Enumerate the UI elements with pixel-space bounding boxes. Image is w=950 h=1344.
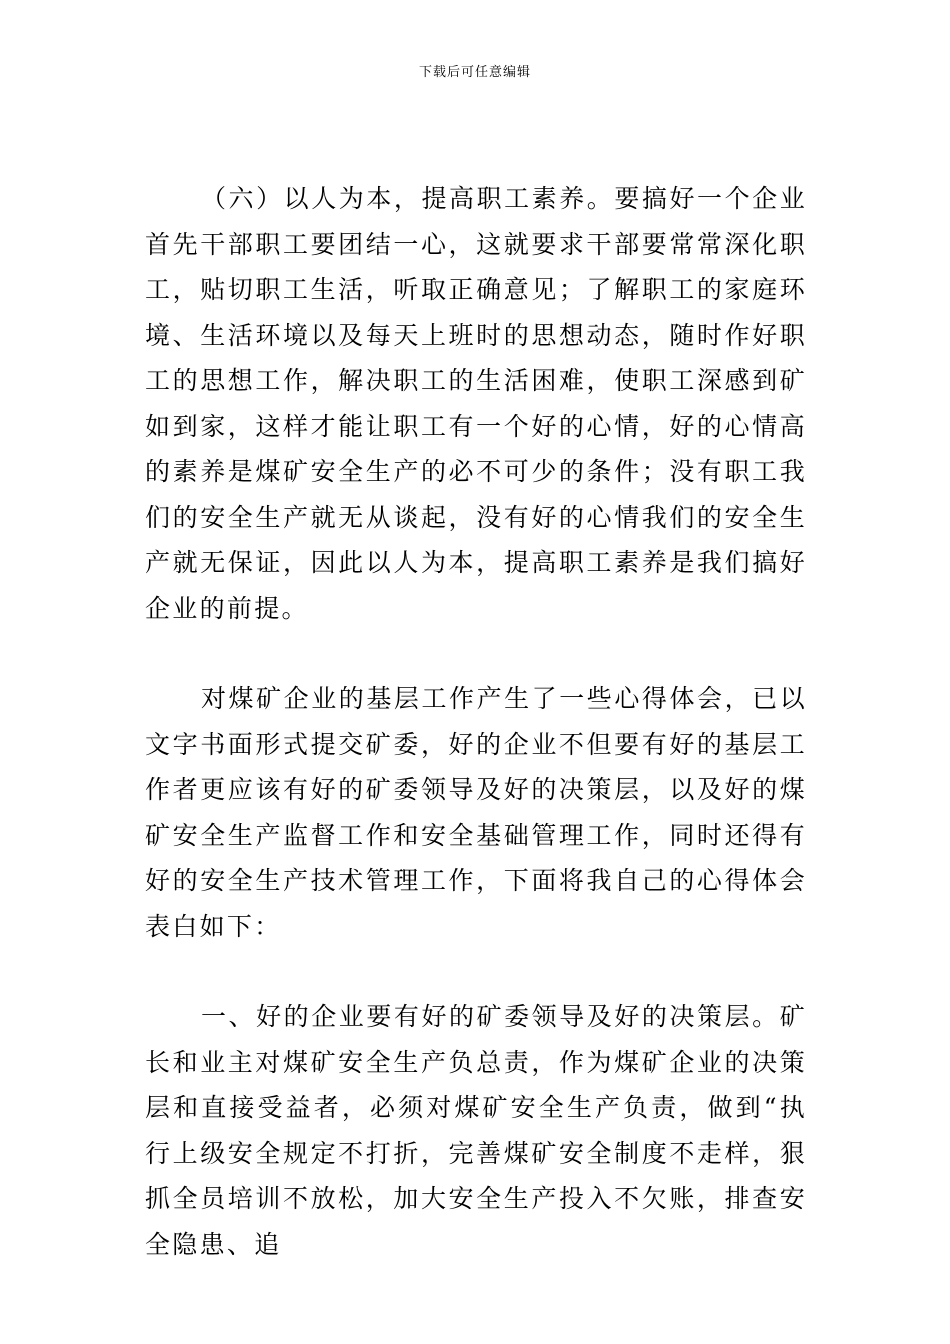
paragraph-experience-intro: 对煤矿企业的基层工作产生了一些心得体会，已以文字书面形式提交矿委，好的企业不但要有好的基层工作者更应该有好的矿委领导及好的决策层，以及好的煤矿安全生产监督工作和安全基础管理工作，同时还得有好的安全生产技术管理工作，下面将我自己的心得体会表白如下： — [145, 684, 807, 941]
page-header: 下载后可任意编辑 — [418, 65, 531, 80]
paragraph-leadership: 一、好的企业要有好的矿委领导及好的决策层。矿长和业主对煤矿安全生产负总责，作为煤矿企业的决策层和直接受益者，必须对煤矿安全生产负责，做到“执行上级安全规定不打折，完善煤矿安全制度不走样，狠抓全员培训不放松，加大安全生产投入不欠账，排查安全隐患、追 — [145, 1002, 807, 1259]
paragraph-people-oriented: （六）以人为本，提高职工素养。要搞好一个企业首先干部职工要团结一心，这就要求干部要常常深化职工，贴切职工生活，听取正确意见；了解职工的家庭环境、生活环境以及每天上班时的思想动态，随时作好职工的思想工作，解决职工的生活困难，使职工深感到矿如到家，这样才能让职工有一个好的心情，好的心情高的素养是煤矿安全生产的必不可少的条件；没有职工我们的安全生产就无从谈起，没有好的心情我们的安全生产就无保证，因此以人为本，提高职工素养是我们搞好企业的前提。 — [145, 184, 807, 623]
document-body — [145, 176, 807, 1267]
